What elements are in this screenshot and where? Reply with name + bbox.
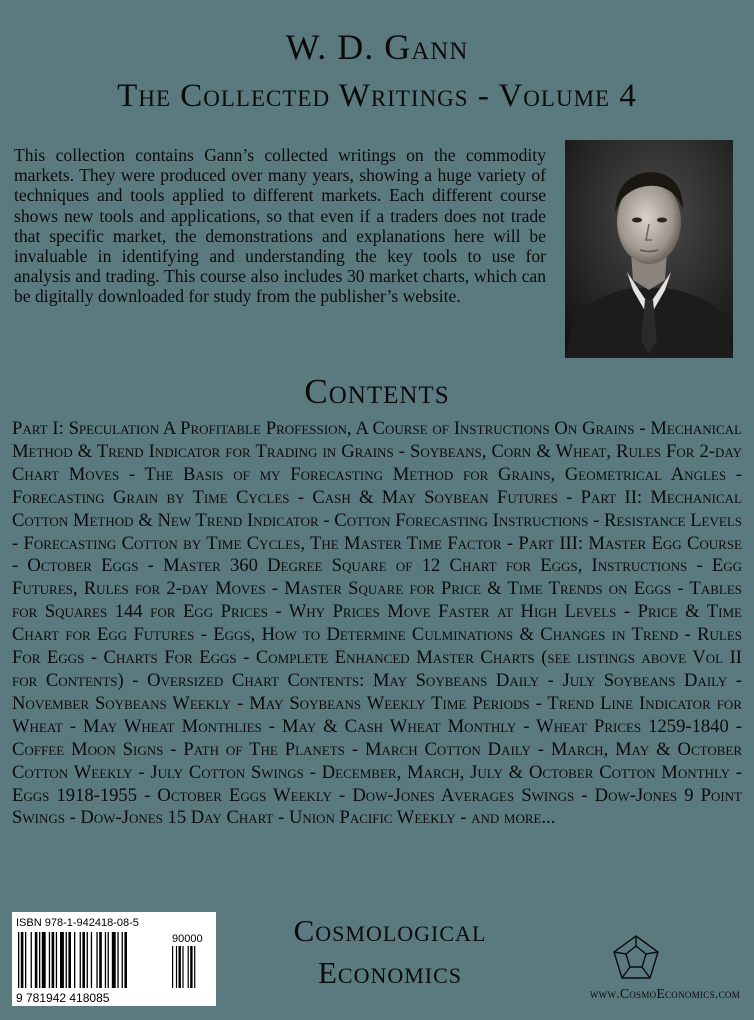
barcode-digits: 9 781942 418085 (16, 991, 110, 1005)
barcode-bar (49, 932, 50, 988)
barcode-addon-bar (172, 946, 173, 988)
book-title: The Collected Writings - Volume 4 (117, 78, 637, 114)
barcode-bar (82, 932, 85, 988)
isbn-text: ISBN 978-1-942418-08-5 (16, 917, 139, 929)
barcode-bar (52, 932, 55, 988)
barcode-graphic (12, 912, 216, 1006)
barcode-addon-bar (182, 946, 183, 988)
barcode-bar (124, 932, 127, 988)
barcode-addon-text: 90000 (172, 933, 203, 945)
barcode-bar (68, 932, 71, 988)
barcode-bar (105, 932, 106, 988)
barcode-bar (117, 932, 118, 988)
barcode-bar (18, 932, 19, 988)
barcode-bar (31, 932, 32, 988)
book-description: This collection contains Gann’s collected writings on the commodity markets. They were produced over many years, showing a huge variety of techniques and tools applied to different markets. Each different course shows new tools and applications, so that even if a traders does not trade that specific market, the demonstrations and explanations here will be invaluable in identifying and understanding the key tools to use for analysis and trading. This course also includes 30 market charts, which can be digitally downloaded for study from the publisher’s website. (14, 145, 546, 307)
barcode-bar (74, 932, 75, 988)
barcode-addon-bar (179, 946, 181, 988)
barcode-bar (80, 932, 81, 988)
publisher-name (240, 910, 540, 994)
barcode-bar (42, 932, 46, 988)
publisher-line-1: Cosmological (293, 913, 487, 948)
publisher-line-2: Economics (317, 955, 463, 990)
barcode-bar (96, 932, 97, 988)
barcode-bar (122, 932, 123, 988)
barcode-bar (112, 932, 116, 988)
isbn-barcode (12, 912, 216, 1006)
portrait-image (565, 140, 733, 358)
barcode-bar (91, 932, 92, 988)
barcode-bar (25, 932, 26, 988)
barcode-bar (60, 932, 64, 988)
barcode-bar (56, 932, 57, 988)
author-name: W. D. Gann (285, 27, 469, 67)
dodecahedron-logo-icon (612, 934, 660, 980)
barcode-bar (87, 932, 88, 988)
barcode-bar (66, 932, 67, 988)
barcode-bar (99, 932, 102, 988)
barcode-bar (108, 932, 109, 988)
barcode-bar (21, 932, 24, 988)
barcode-bars (18, 932, 195, 988)
contents-list: Part I: Speculation A Profitable Profession, A Course of Instructions On Grains - Mechanical Method & Trend Indicator for Trading in Grains - Soybeans, Corn & Wheat, Rules For 2-day Chart Moves - The Basis of my Forecasting Method for Grains, Geometrical Angles - Forecasting Grain by Time Cycles - Cash & May Soybean Futures - Part II: Mechanical Cotton Method & New Trend Indicator - Cotton Forecasting Instructions - Resistance Levels - Forecasting Cotton by Time Cycles, The Master Time Factor - Part III: Master Egg Course - October Eggs - Master 360 Degree Square of 12 Chart for Eggs, Instructions - Egg Futures, Rules for 2-day Moves - Master Square for Price & Time Trends on Eggs - Tables for Squares 144 for Egg Prices - Why Prices Move Faster at High Levels - Price & Time Chart for Egg Futures - Eggs, How to Determine Culminations & Changes in Trend - Rules For Eggs - Charts For Eggs - Complete Enhanced Master Charts (see listings above Vol II for Contents) - Oversized Chart Contents: May Soybeans Daily - July Soybeans Daily - November Soybeans Weekly - May Soybeans Weekly Time Periods - Trend Line Indicator for Wheat - May Wheat Monthlies - May & Cash Wheat Monthly - Wheat Prices 1259-1840 - Coffee Moon Signs - Path of The Planets - March Cotton Daily - March, May & October Cotton Weekly - July Cotton Swings - December, March, July & October Cotton Monthly - Eggs 1918-1955 - October Eggs Weekly - Dow-Jones Averages Swings - Dow-Jones 9 Point Swings - Dow-Jones 15 Day Chart - Union Pacific Weekly - and more... (12, 418, 742, 829)
barcode-bar (39, 932, 40, 988)
barcode-addon-bar (190, 946, 192, 988)
contents-heading: Contents (304, 372, 450, 411)
barcode-addon-bar (194, 946, 195, 988)
barcode-bar (35, 932, 38, 988)
author-portrait (565, 140, 733, 358)
barcode-addon-bar (176, 946, 177, 988)
barcode-addon-bar (188, 946, 189, 988)
publisher-website: www.CosmoEconomics.com (589, 986, 740, 1001)
